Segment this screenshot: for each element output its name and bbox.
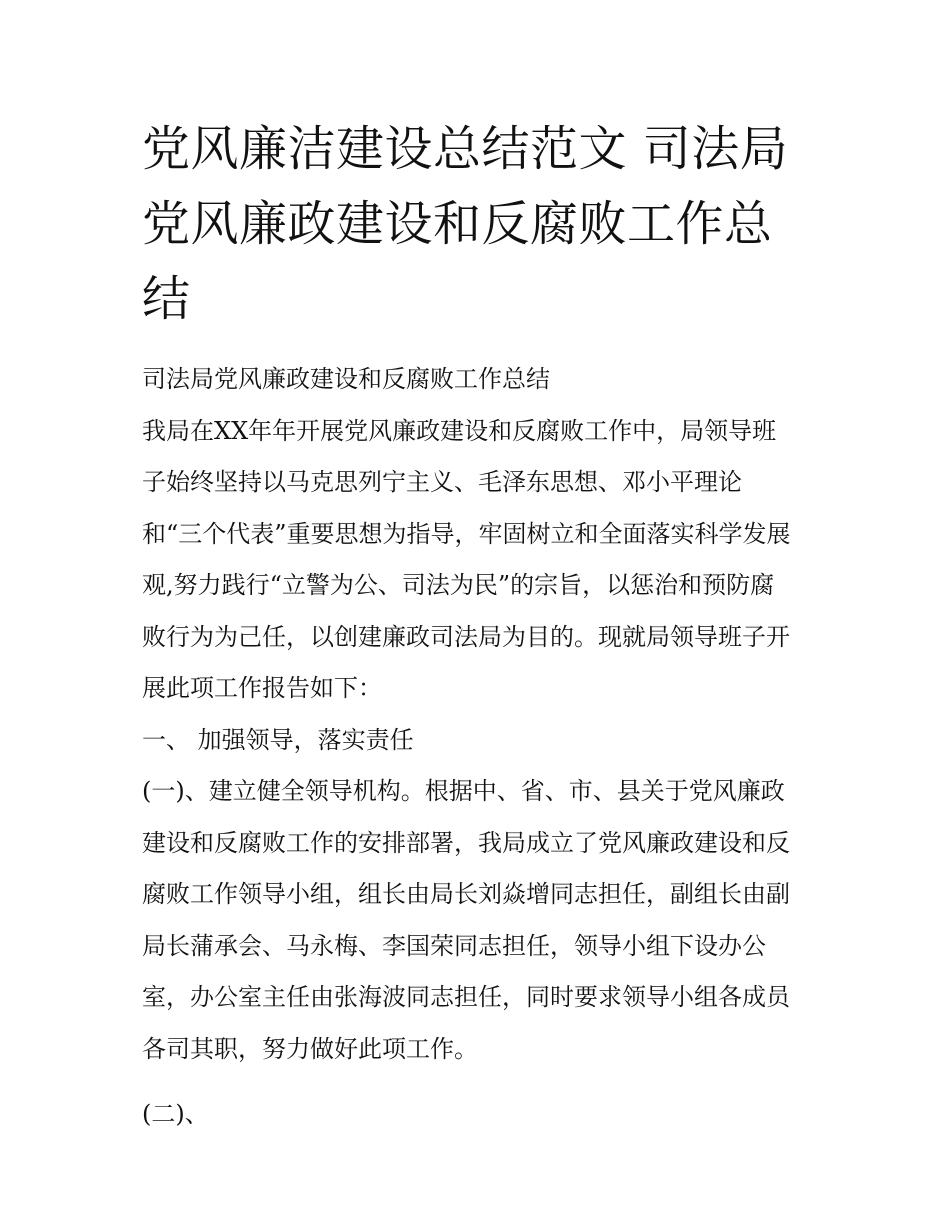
paragraph-line: 各司其职，努力做好此项工作。 (142, 1034, 478, 1063)
paragraph-line: 我局在XX年年开展党风廉政建设和反腐败工作中，局领导班 (142, 416, 777, 445)
paragraph-line: 败行为为己任，以创建廉政司法局为目的。现就局领导班子开 (142, 622, 790, 651)
paragraph-line: 建设和反腐败工作的安排部署，我局成立了党风廉政建设和反 (142, 828, 790, 857)
paragraph-gap (142, 1075, 822, 1089)
paragraph-line: (一)、建立健全领导机构。根据中、省、市、县关于党风廉政 (142, 777, 785, 805)
title-line: 结 (142, 271, 191, 327)
paragraph-line: 子始终坚持以马克思列宁主义、毛泽东思想、邓小平理论 (142, 468, 742, 496)
subtitle-line: 司法局党风廉政建设和反腐败工作总结 (142, 365, 550, 393)
title-line: 党风廉政建设和反腐败工作总 (142, 196, 773, 252)
paragraph-line: 室，办公室主任由张海波同志担任，同时要求领导小组各成员 (142, 983, 790, 1011)
document-body (142, 354, 822, 1141)
subsection-heading: (二)、 (142, 1100, 209, 1128)
paragraph-line: 观,努力践行“立警为公、司法为民”的宗旨，以惩治和预防腐 (142, 571, 775, 599)
document-title (142, 112, 842, 337)
paragraph-line: 展此项工作报告如下： (142, 674, 382, 702)
paragraph-line: 腐败工作领导小组，组长由局长刘焱增同志担任，副组长由副 (142, 880, 790, 908)
title-line: 党风廉洁建设总结范文 司法局 (142, 121, 789, 177)
paragraph-line: 和“三个代表”重要思想为指导，牢固树立和全面落实科学发展 (142, 519, 791, 548)
paragraph-line: 局长蒲承会、马永梅、李国荣同志担任，领导小组下设办公 (142, 931, 766, 960)
section-heading: 一、 加强领导，落实责任 (142, 725, 414, 754)
